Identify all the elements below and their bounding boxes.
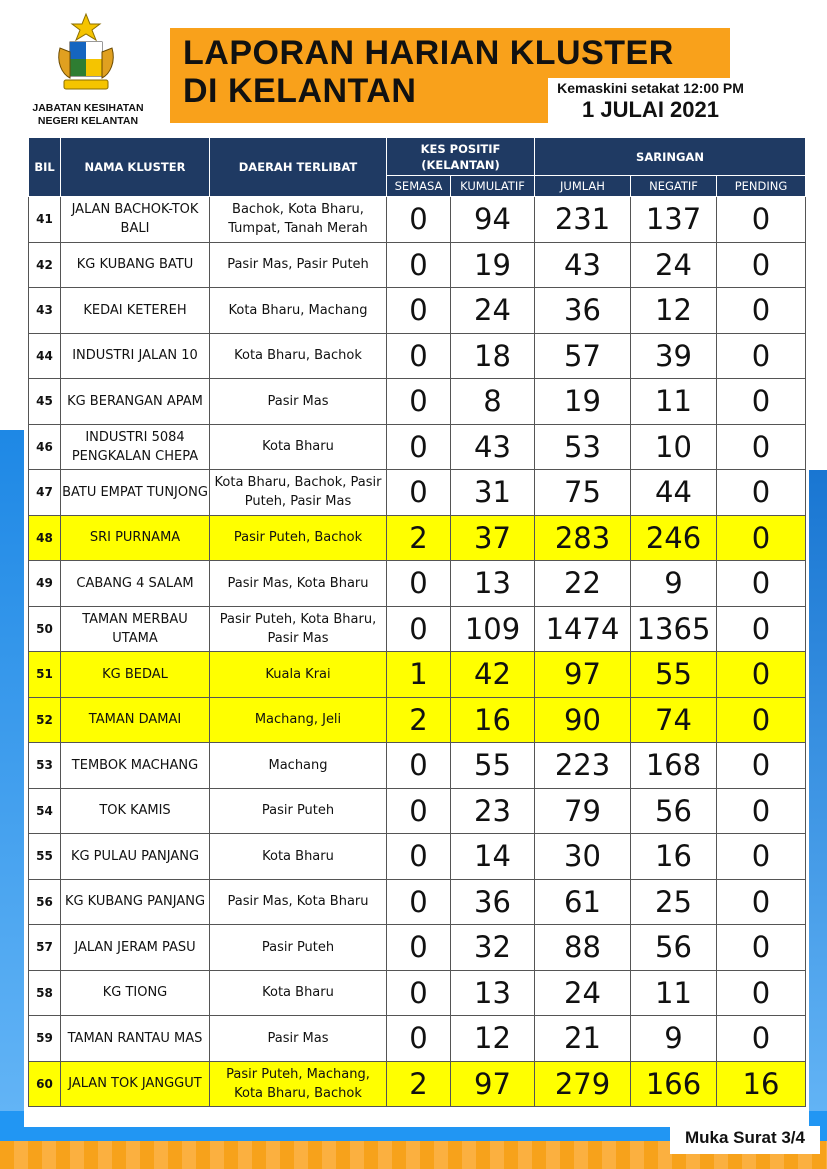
row-district: Kota Bharu, Machang (210, 288, 387, 334)
row-pending: 0 (717, 424, 806, 470)
row-kumulatif: 37 (451, 515, 535, 561)
row-jumlah: 279 (535, 1061, 631, 1107)
row-bil: 60 (29, 1061, 61, 1107)
row-pending: 0 (717, 925, 806, 971)
row-bil: 55 (29, 834, 61, 880)
row-bil: 47 (29, 470, 61, 516)
report-title-line2: DI KELANTAN (183, 72, 417, 110)
row-cluster-name: JALAN TOK JANGGUT (61, 1061, 210, 1107)
table-row (29, 652, 806, 698)
row-pending: 0 (717, 561, 806, 607)
updated-label: Kemaskini setakat 12:00 PM (557, 80, 744, 96)
row-pending: 0 (717, 743, 806, 789)
row-jumlah: 283 (535, 515, 631, 561)
row-bil: 51 (29, 652, 61, 698)
row-semasa: 0 (387, 1016, 451, 1062)
row-district: Kota Bharu (210, 970, 387, 1016)
table-row (29, 288, 806, 334)
row-pending: 0 (717, 288, 806, 334)
row-negatif: 246 (631, 515, 717, 561)
row-jumlah: 36 (535, 288, 631, 334)
row-jumlah: 61 (535, 879, 631, 925)
table-row (29, 242, 806, 288)
table-row (29, 379, 806, 425)
row-district: Bachok, Kota Bharu, Tumpat, Tanah Merah (210, 197, 387, 243)
row-kumulatif: 23 (451, 788, 535, 834)
header-daerah-terlibat: DAERAH TERLIBAT (210, 138, 387, 197)
row-kumulatif: 31 (451, 470, 535, 516)
header-nama-kluster: NAMA KLUSTER (61, 138, 210, 197)
row-pending: 0 (717, 197, 806, 243)
row-negatif: 16 (631, 834, 717, 880)
row-kumulatif: 36 (451, 879, 535, 925)
row-negatif: 44 (631, 470, 717, 516)
row-bil: 43 (29, 288, 61, 334)
row-negatif: 56 (631, 788, 717, 834)
row-cluster-name: KG PULAU PANJANG (61, 834, 210, 880)
table-row (29, 1016, 806, 1062)
row-jumlah: 90 (535, 697, 631, 743)
row-bil: 52 (29, 697, 61, 743)
row-semasa: 0 (387, 288, 451, 334)
row-district: Kota Bharu (210, 834, 387, 880)
header-kes-positif: KES POSITIF (KELANTAN) (387, 138, 535, 176)
row-negatif: 25 (631, 879, 717, 925)
row-kumulatif: 19 (451, 242, 535, 288)
row-pending: 0 (717, 242, 806, 288)
row-semasa: 0 (387, 242, 451, 288)
table-row (29, 515, 806, 561)
row-cluster-name: TAMAN MERBAU UTAMA (61, 606, 210, 652)
row-kumulatif: 109 (451, 606, 535, 652)
table-row (29, 925, 806, 971)
row-jumlah: 223 (535, 743, 631, 789)
header-jumlah: JUMLAH (535, 176, 631, 197)
row-cluster-name: KG TIONG (61, 970, 210, 1016)
row-district: Machang, Jeli (210, 697, 387, 743)
header-kumulatif: KUMULATIF (451, 176, 535, 197)
row-kumulatif: 94 (451, 197, 535, 243)
table-row (29, 1061, 806, 1107)
row-district: Pasir Puteh, Bachok (210, 515, 387, 561)
row-cluster-name: TAMAN RANTAU MAS (61, 1016, 210, 1062)
row-semasa: 0 (387, 424, 451, 470)
row-semasa: 2 (387, 1061, 451, 1107)
row-negatif: 24 (631, 242, 717, 288)
row-bil: 57 (29, 925, 61, 971)
row-negatif: 10 (631, 424, 717, 470)
row-semasa: 0 (387, 970, 451, 1016)
row-negatif: 39 (631, 333, 717, 379)
row-semasa: 0 (387, 834, 451, 880)
row-semasa: 1 (387, 652, 451, 698)
row-negatif: 168 (631, 743, 717, 789)
table-row (29, 697, 806, 743)
row-jumlah: 43 (535, 242, 631, 288)
row-negatif: 1365 (631, 606, 717, 652)
row-district: Kuala Krai (210, 652, 387, 698)
row-cluster-name: CABANG 4 SALAM (61, 561, 210, 607)
row-negatif: 9 (631, 561, 717, 607)
row-bil: 41 (29, 197, 61, 243)
row-kumulatif: 97 (451, 1061, 535, 1107)
row-semasa: 0 (387, 743, 451, 789)
row-kumulatif: 16 (451, 697, 535, 743)
row-cluster-name: KG BEDAL (61, 652, 210, 698)
row-semasa: 0 (387, 379, 451, 425)
row-district: Pasir Mas (210, 1016, 387, 1062)
row-negatif: 74 (631, 697, 717, 743)
row-pending: 0 (717, 879, 806, 925)
report-date: 1 JULAI 2021 (582, 97, 719, 122)
table-row (29, 834, 806, 880)
row-district: Machang (210, 743, 387, 789)
row-bil: 56 (29, 879, 61, 925)
row-negatif: 56 (631, 925, 717, 971)
row-jumlah: 53 (535, 424, 631, 470)
row-district: Pasir Mas, Kota Bharu (210, 561, 387, 607)
row-district: Kota Bharu, Bachok (210, 333, 387, 379)
row-kumulatif: 42 (451, 652, 535, 698)
row-jumlah: 97 (535, 652, 631, 698)
header-pending: PENDING (717, 176, 806, 197)
agency-logo (18, 10, 158, 130)
cluster-table (28, 137, 806, 1107)
row-semasa: 0 (387, 788, 451, 834)
row-jumlah: 79 (535, 788, 631, 834)
row-bil: 49 (29, 561, 61, 607)
table-row (29, 606, 806, 652)
row-jumlah: 24 (535, 970, 631, 1016)
row-cluster-name: INDUSTRI 5084 PENGKALAN CHEPA (61, 424, 210, 470)
row-bil: 42 (29, 242, 61, 288)
table-row (29, 197, 806, 243)
row-jumlah: 88 (535, 925, 631, 971)
table-row (29, 561, 806, 607)
row-bil: 53 (29, 743, 61, 789)
row-pending: 0 (717, 652, 806, 698)
agency-name (18, 102, 158, 128)
row-negatif: 55 (631, 652, 717, 698)
row-cluster-name: KEDAI KETEREH (61, 288, 210, 334)
row-district: Pasir Puteh, Kota Bharu, Pasir Mas (210, 606, 387, 652)
row-pending: 16 (717, 1061, 806, 1107)
row-district: Pasir Puteh (210, 788, 387, 834)
row-kumulatif: 13 (451, 970, 535, 1016)
row-cluster-name: SRI PURNAMA (61, 515, 210, 561)
table-row (29, 743, 806, 789)
row-district: Pasir Puteh (210, 925, 387, 971)
table-row (29, 333, 806, 379)
row-negatif: 137 (631, 197, 717, 243)
row-semasa: 0 (387, 197, 451, 243)
report-title-line1: LAPORAN HARIAN KLUSTER (183, 34, 674, 72)
row-semasa: 2 (387, 697, 451, 743)
row-pending: 0 (717, 470, 806, 516)
row-bil: 54 (29, 788, 61, 834)
row-pending: 0 (717, 333, 806, 379)
row-jumlah: 57 (535, 333, 631, 379)
row-negatif: 12 (631, 288, 717, 334)
row-cluster-name: JALAN BACHOK-TOK BALI (61, 197, 210, 243)
row-pending: 0 (717, 515, 806, 561)
row-district: Kota Bharu, Bachok, Pasir Puteh, Pasir Mas (210, 470, 387, 516)
row-cluster-name: TEMBOK MACHANG (61, 743, 210, 789)
row-bil: 44 (29, 333, 61, 379)
row-jumlah: 75 (535, 470, 631, 516)
row-district: Pasir Mas, Pasir Puteh (210, 242, 387, 288)
row-semasa: 0 (387, 606, 451, 652)
row-bil: 58 (29, 970, 61, 1016)
row-cluster-name: TOK KAMIS (61, 788, 210, 834)
row-jumlah: 22 (535, 561, 631, 607)
header-semasa: SEMASA (387, 176, 451, 197)
row-jumlah: 19 (535, 379, 631, 425)
row-pending: 0 (717, 834, 806, 880)
row-bil: 59 (29, 1016, 61, 1062)
row-kumulatif: 13 (451, 561, 535, 607)
row-bil: 45 (29, 379, 61, 425)
row-semasa: 0 (387, 470, 451, 516)
row-kumulatif: 24 (451, 288, 535, 334)
row-district: Pasir Mas (210, 379, 387, 425)
row-cluster-name: KG KUBANG BATU (61, 242, 210, 288)
row-kumulatif: 12 (451, 1016, 535, 1062)
row-jumlah: 21 (535, 1016, 631, 1062)
table-row (29, 424, 806, 470)
agency-name-line2: NEGERI KELANTAN (37, 115, 139, 127)
row-cluster-name: INDUSTRI JALAN 10 (61, 333, 210, 379)
row-cluster-name: BATU EMPAT TUNJONG (61, 470, 210, 516)
row-kumulatif: 18 (451, 333, 535, 379)
row-negatif: 11 (631, 970, 717, 1016)
row-cluster-name: KG KUBANG PANJANG (61, 879, 210, 925)
header-negatif: NEGATIF (631, 176, 717, 197)
row-pending: 0 (717, 606, 806, 652)
row-cluster-name: TAMAN DAMAI (61, 697, 210, 743)
table-row (29, 970, 806, 1016)
row-kumulatif: 55 (451, 743, 535, 789)
header-bil: BIL (29, 138, 61, 197)
agency-name-line1: JABATAN KESIHATAN (32, 102, 144, 114)
row-pending: 0 (717, 379, 806, 425)
row-jumlah: 1474 (535, 606, 631, 652)
row-semasa: 0 (387, 333, 451, 379)
row-negatif: 11 (631, 379, 717, 425)
row-semasa: 0 (387, 925, 451, 971)
row-district: Kota Bharu (210, 424, 387, 470)
coat-of-arms-icon (56, 12, 116, 100)
page-number: Muka Surat 3/4 (685, 1128, 805, 1147)
row-semasa: 0 (387, 879, 451, 925)
table-row (29, 788, 806, 834)
row-negatif: 9 (631, 1016, 717, 1062)
row-jumlah: 231 (535, 197, 631, 243)
header-saringan: SARINGAN (535, 138, 806, 176)
table-body (29, 197, 806, 1107)
row-bil: 48 (29, 515, 61, 561)
table-row (29, 470, 806, 516)
row-semasa: 2 (387, 515, 451, 561)
row-pending: 0 (717, 788, 806, 834)
row-bil: 50 (29, 606, 61, 652)
row-district: Pasir Mas, Kota Bharu (210, 879, 387, 925)
row-district: Pasir Puteh, Machang, Kota Bharu, Bachok (210, 1061, 387, 1107)
row-kumulatif: 32 (451, 925, 535, 971)
row-kumulatif: 14 (451, 834, 535, 880)
row-semasa: 0 (387, 561, 451, 607)
row-kumulatif: 43 (451, 424, 535, 470)
row-cluster-name: KG BERANGAN APAM (61, 379, 210, 425)
row-jumlah: 30 (535, 834, 631, 880)
table-row (29, 879, 806, 925)
row-negatif: 166 (631, 1061, 717, 1107)
row-cluster-name: JALAN JERAM PASU (61, 925, 210, 971)
row-pending: 0 (717, 1016, 806, 1062)
row-kumulatif: 8 (451, 379, 535, 425)
row-pending: 0 (717, 970, 806, 1016)
row-bil: 46 (29, 424, 61, 470)
row-pending: 0 (717, 697, 806, 743)
